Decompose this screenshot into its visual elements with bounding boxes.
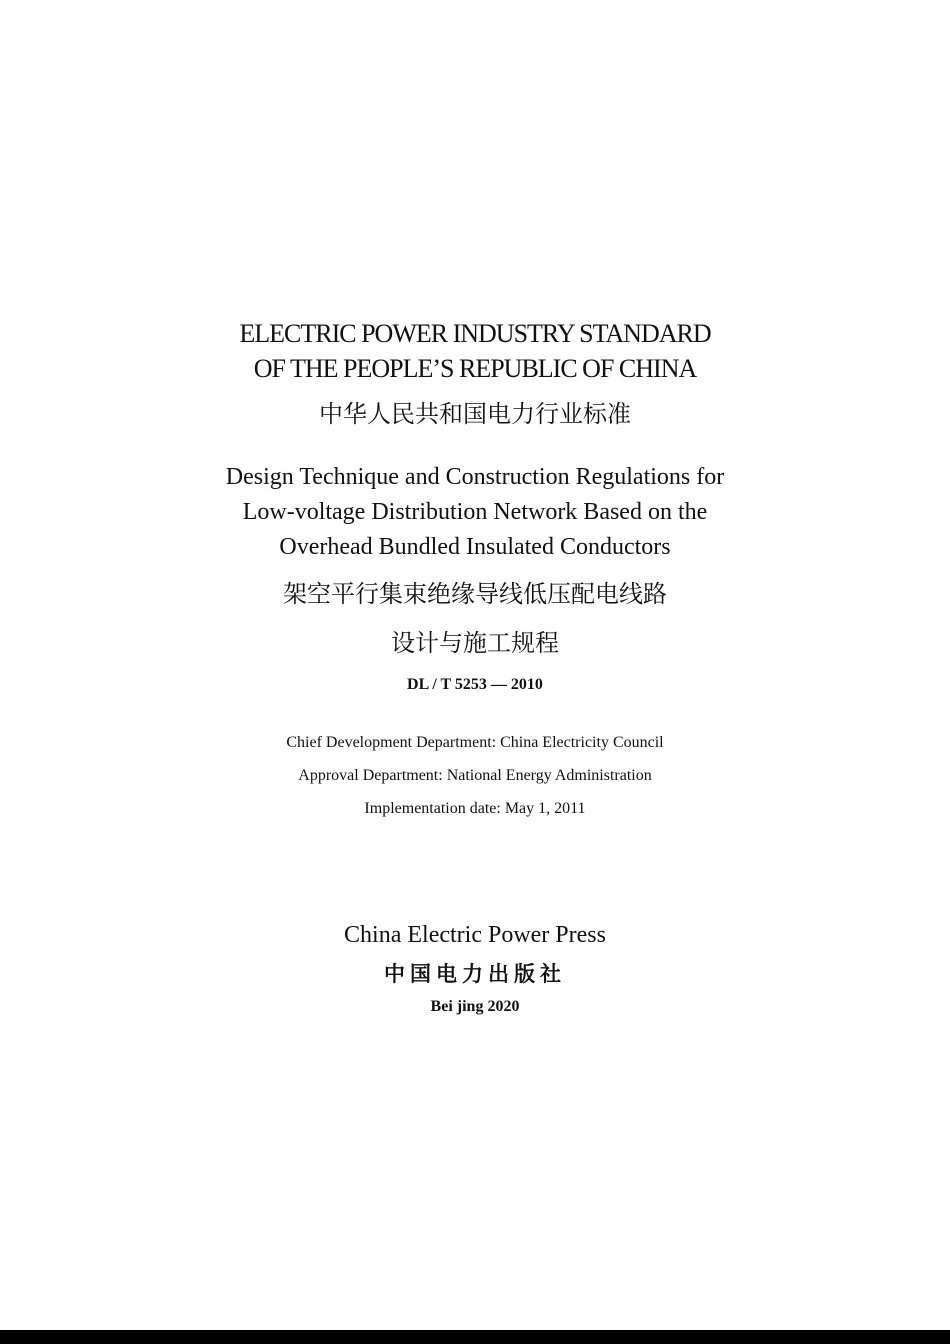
publisher-name-chinese: 中国电力出版社 (384, 962, 566, 986)
chief-development-department: Chief Development Department: China Electricity Council (286, 734, 664, 751)
implementation-date: Implementation date: May 1, 2011 (364, 800, 586, 817)
bottom-edge-bar (0, 1330, 950, 1344)
standard-title-chinese: 中华人民共和国电力行业标准 (319, 400, 631, 428)
standard-title-line-2: OF THE PEOPLE’S REPUBLIC OF CHINA (253, 354, 697, 383)
approval-department: Approval Department: National Energy Administration (298, 767, 652, 784)
publication-place-year: Bei jing 2020 (430, 998, 520, 1015)
document-title-line-1: Design Technique and Construction Regulations for (225, 464, 725, 490)
document-title-chinese-line-1: 架空平行集束绝缘导线低压配电线路 (283, 580, 667, 608)
publisher-name: China Electric Power Press (344, 922, 606, 948)
document-title-line-2: Low-voltage Distribution Network Based on the (242, 499, 708, 525)
document-title-chinese-line-2: 设计与施工规程 (391, 629, 559, 657)
document-title-line-3: Overhead Bundled Insulated Conductors (279, 534, 671, 560)
standard-code: DL / T 5253 — 2010 (407, 676, 543, 693)
standard-title-line-1: ELECTRIC POWER INDUSTRY STANDARD (239, 319, 711, 348)
